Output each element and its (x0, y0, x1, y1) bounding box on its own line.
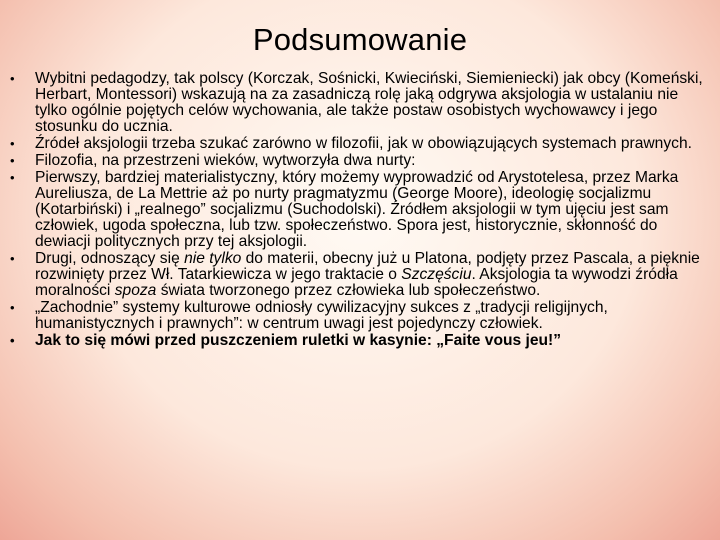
bullet-list (10, 71, 714, 350)
bullet-item-4 (10, 170, 714, 250)
bullet-text (35, 250, 700, 299)
slide-title: Podsumowanie (252, 22, 468, 57)
bullet-icon: • (10, 300, 15, 315)
bullet-icon: • (10, 251, 15, 266)
bullet-text: Filozofia, na przestrzeni wieków, wytworzyła dwa nurty: (35, 152, 416, 169)
bullet-item-1 (10, 71, 714, 135)
bullet-text-part: do materii, obecny już u Platona, podjęty przez Pascala, a pięknie rozwinięty przez Wł. Tatarkiewicza w jego traktacie o (35, 250, 700, 283)
bullet-item-7 (10, 333, 714, 349)
bullet-emphasis: nie tylko (184, 250, 242, 267)
bullet-text-part: . Aksjologia ta wywodzi źródła moralności (35, 266, 678, 299)
bullet-item-6 (10, 300, 714, 332)
bullet-text: Źródeł aksjologii trzeba szukać zarówno w filozofii, jak w obowiązujących systemach prawnych. (35, 135, 692, 152)
bullet-item-2 (10, 136, 714, 152)
bullet-text-part: świata tworzonego przez człowieka lub społeczeństwo. (156, 282, 541, 299)
bullet-icon: • (10, 170, 15, 185)
bullet-emphasis: Szczęściu (401, 266, 472, 283)
bullet-text: Pierwszy, bardziej materialistyczny, który możemy wyprowadzić od Arystotelesa, przez Marka Aureliusza, de La Mettrie aż po nurty pragmatyzmu (George Moore), ideologię socjalizmu (Kotarbiński) i „realnego” socjalizmu (Suchodolski). Źródłem aksjologii w tym ujęciu jest sam człowiek, ugoda społeczna, lub tzw. społeczeństwo. Spora jest, historycznie, skłonność do dewiacji politycznych przy tej aksjologii. (35, 169, 679, 250)
bullet-icon: • (10, 153, 15, 168)
bullet-text: Wybitni pedagodzy, tak polscy (Korczak, Sośnicki, Kwieciński, Siemieniecki) jak obcy (Komeński, Herbart, Montessori) wskazują na za zasadniczą rolę jaką odgrywa aksjologia w ustalaniu nie tylko ogólnie pojętych celów wychowania, ale także postaw osobistych wychowawcy i jego stosunku do ucznia. (35, 70, 703, 135)
bullet-text-part: Drugi, odnoszący się (35, 250, 185, 267)
bullet-text: „Zachodnie” systemy kulturowe odniosły cywilizacyjny sukces z „tradycji religijnych, humanistycznych i prawnych”: w centrum uwagi jest pojedynczy człowiek. (35, 299, 608, 332)
bullet-icon: • (10, 136, 15, 151)
bullet-text: Jak to się mówi przed puszczeniem ruletki w kasynie: „Faite vous jeu!” (35, 332, 562, 349)
bullet-icon: • (10, 71, 15, 86)
bullet-item-5 (10, 251, 714, 299)
bullet-emphasis: spoza (114, 282, 157, 299)
bullet-item-3 (10, 153, 714, 169)
bullet-icon: • (10, 333, 15, 348)
